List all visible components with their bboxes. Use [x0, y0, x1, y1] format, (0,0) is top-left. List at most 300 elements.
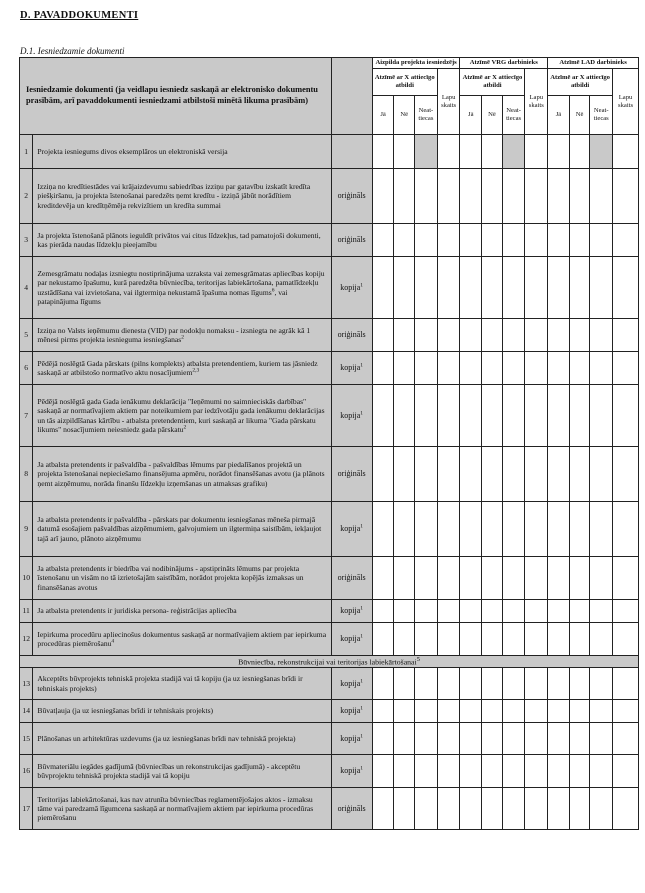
- cell-neattiecas-applicant[interactable]: [415, 668, 438, 700]
- col-ne-applicant: Nē: [394, 96, 415, 135]
- section-divider: Būvniecība, rekonstrukcijai vai teritorijas labiekārtošanai$^5$: [20, 656, 639, 668]
- cell-neattiecas-applicant[interactable]: [415, 788, 438, 830]
- cell-neattiecas-vrg[interactable]: [502, 385, 525, 447]
- cell-neattiecas-lad[interactable]: [590, 623, 613, 656]
- subsection-title: D.1. Iesniedzamie dokumenti: [20, 46, 125, 56]
- row-description-footnote: 2,3: [192, 367, 200, 374]
- table-row: [20, 668, 639, 700]
- table-row: [20, 557, 639, 600]
- cell-pages-lad[interactable]: [613, 788, 639, 830]
- cell-pages-vrg[interactable]: [525, 257, 548, 319]
- col-neattiecas-applicant: Neat-tiecas: [415, 96, 438, 135]
- cell-pages-applicant[interactable]: [437, 135, 460, 169]
- cell-ja-lad[interactable]: [548, 755, 570, 788]
- cell-ne-lad[interactable]: [569, 257, 590, 319]
- cell-ja-lad[interactable]: [548, 224, 570, 257]
- row-number: 12: [20, 623, 33, 656]
- row-document-type: kopija$^1$: [331, 755, 372, 788]
- cell-neattiecas-lad[interactable]: [590, 257, 613, 319]
- cell-pages-lad[interactable]: [613, 502, 639, 557]
- cell-neattiecas-applicant[interactable]: [415, 700, 438, 723]
- cell-pages-applicant[interactable]: [437, 385, 460, 447]
- table-row: [20, 623, 639, 656]
- row-document-type: [331, 135, 372, 169]
- cell-neattiecas-applicant[interactable]: [415, 224, 438, 257]
- cell-ne-lad[interactable]: [569, 668, 590, 700]
- cell-ne-applicant[interactable]: [394, 668, 415, 700]
- cell-ja-lad[interactable]: [548, 352, 570, 385]
- row-number: 2: [20, 169, 33, 224]
- cell-neattiecas-vrg[interactable]: [502, 319, 525, 352]
- row-document-type: oriģināls: [331, 447, 372, 502]
- cell-ja-vrg[interactable]: [460, 723, 482, 755]
- cell-ja-applicant[interactable]: [372, 257, 394, 319]
- table-row: [20, 135, 639, 169]
- cell-pages-vrg[interactable]: [525, 600, 548, 623]
- cell-ne-applicant[interactable]: [394, 557, 415, 600]
- cell-neattiecas-applicant[interactable]: [415, 623, 438, 656]
- cell-pages-applicant[interactable]: [437, 502, 460, 557]
- cell-ne-applicant[interactable]: [394, 319, 415, 352]
- cell-ja-applicant[interactable]: [372, 319, 394, 352]
- main-header: Iesniedzamie dokumenti (ja veidlapu iesniedz saskaņā ar elektronisko dokumentu prasībām, arī pavaddokumenti iesniedzami atbilstoši minētā likuma prasībām): [20, 58, 332, 135]
- cell-ne-vrg[interactable]: [482, 319, 503, 352]
- section-divider-row: [20, 656, 639, 668]
- cell-ne-applicant[interactable]: [394, 723, 415, 755]
- cell-pages-vrg[interactable]: [525, 623, 548, 656]
- cell-ja-vrg[interactable]: [460, 557, 482, 600]
- section-divider-footnote: 5: [416, 656, 420, 664]
- cell-neattiecas-applicant[interactable]: [415, 319, 438, 352]
- row-type-footnote: 1: [360, 633, 364, 640]
- cell-ja-applicant[interactable]: [372, 385, 394, 447]
- group-lad-pages-header: Lapu skaits: [613, 69, 639, 135]
- cell-pages-lad[interactable]: [613, 600, 639, 623]
- cell-pages-vrg[interactable]: [525, 557, 548, 600]
- cell-neattiecas-vrg[interactable]: [502, 557, 525, 600]
- group-applicant-pages-header: Lapu skaits: [437, 69, 460, 135]
- col-ja-vrg: Jā: [460, 96, 482, 135]
- cell-pages-lad[interactable]: [613, 257, 639, 319]
- table-row: [20, 257, 639, 319]
- cell-neattiecas-lad[interactable]: [590, 723, 613, 755]
- cell-neattiecas-applicant[interactable]: [415, 502, 438, 557]
- cell-ja-vrg[interactable]: [460, 755, 482, 788]
- cell-ja-applicant[interactable]: [372, 224, 394, 257]
- cell-ne-lad[interactable]: [569, 352, 590, 385]
- row-number: 3: [20, 224, 33, 257]
- row-document-type: oriģināls: [331, 224, 372, 257]
- cell-neattiecas-lad[interactable]: [590, 447, 613, 502]
- cell-pages-lad[interactable]: [613, 135, 639, 169]
- cell-neattiecas-lad[interactable]: [590, 788, 613, 830]
- cell-ja-vrg[interactable]: [460, 169, 482, 224]
- cell-ja-lad[interactable]: [548, 169, 570, 224]
- cell-neattiecas-lad[interactable]: [590, 352, 613, 385]
- cell-pages-vrg[interactable]: [525, 224, 548, 257]
- cell-neattiecas-vrg[interactable]: [502, 169, 525, 224]
- cell-neattiecas-lad[interactable]: [590, 169, 613, 224]
- cell-ne-vrg[interactable]: [482, 352, 503, 385]
- cell-ne-vrg[interactable]: [482, 700, 503, 723]
- cell-pages-vrg[interactable]: [525, 385, 548, 447]
- group-vrg-label: Atzīmē VRG darbinieks: [460, 58, 548, 69]
- cell-neattiecas-applicant[interactable]: [415, 447, 438, 502]
- row-type-footnote: 1: [360, 733, 364, 740]
- cell-ne-applicant[interactable]: [394, 135, 415, 169]
- cell-neattiecas-vrg[interactable]: [502, 723, 525, 755]
- cell-neattiecas-applicant[interactable]: [415, 385, 438, 447]
- cell-ne-lad[interactable]: [569, 447, 590, 502]
- cell-ja-lad[interactable]: [548, 135, 570, 169]
- col-ja-lad: Jā: [548, 96, 570, 135]
- cell-pages-vrg[interactable]: [525, 319, 548, 352]
- cell-ne-vrg[interactable]: [482, 557, 503, 600]
- cell-ja-lad[interactable]: [548, 723, 570, 755]
- row-description: Projekta iesniegums divos eksemplāros un elektroniskā versija: [33, 135, 331, 169]
- cell-pages-lad[interactable]: [613, 557, 639, 600]
- cell-ne-vrg[interactable]: [482, 623, 503, 656]
- cell-neattiecas-vrg[interactable]: [502, 700, 525, 723]
- cell-ne-lad[interactable]: [569, 319, 590, 352]
- cell-ja-applicant[interactable]: [372, 557, 394, 600]
- row-description: Izziņa no kredītiestādes vai krājaizdevumu sabiedrības izziņu par gatavību izskatīt kredīta piešķiršanu, ja projekta īstenošanai paredzēts ņemt kredītu - izziņā jābūt norādītiem kreditdevēja un kredītņēmēja rekvizītiem un kredīta summai: [33, 169, 331, 224]
- cell-neattiecas-applicant[interactable]: [415, 169, 438, 224]
- cell-pages-applicant[interactable]: [437, 557, 460, 600]
- cell-neattiecas-applicant[interactable]: [415, 257, 438, 319]
- cell-ne-applicant[interactable]: [394, 502, 415, 557]
- cell-pages-applicant[interactable]: [437, 352, 460, 385]
- cell-pages-applicant[interactable]: [437, 723, 460, 755]
- cell-ne-vrg[interactable]: [482, 224, 503, 257]
- row-type-footnote: 1: [360, 605, 364, 612]
- table-row: [20, 755, 639, 788]
- table-row: [20, 224, 639, 257]
- cell-neattiecas-vrg[interactable]: [502, 788, 525, 830]
- row-type-footnote: 1: [360, 765, 364, 772]
- group-lad-subheader: Atzīmē ar X attiecīgo atbildi: [548, 69, 613, 96]
- cell-ne-applicant[interactable]: [394, 169, 415, 224]
- table-row: [20, 502, 639, 557]
- row-number: 6: [20, 352, 33, 385]
- cell-neattiecas-applicant[interactable]: [415, 755, 438, 788]
- group-lad-label: Atzīmē LAD darbinieks: [548, 58, 639, 69]
- row-description-footnote: 2: [181, 334, 184, 341]
- row-document-type: kopija$^1$: [331, 723, 372, 755]
- cell-ne-vrg[interactable]: [482, 385, 503, 447]
- cell-pages-vrg[interactable]: [525, 502, 548, 557]
- cell-ne-applicant[interactable]: [394, 788, 415, 830]
- row-description-footnote: 2: [183, 424, 187, 431]
- cell-neattiecas-lad[interactable]: [590, 319, 613, 352]
- cell-ja-lad[interactable]: [548, 319, 570, 352]
- cell-pages-applicant[interactable]: [437, 224, 460, 257]
- table-row: [20, 700, 639, 723]
- row-description: Ja atbalsta pretendents ir pašvaldība - pārskats par dokumentu iesniegšanas mēneša pirmajā datumā esošajiem pašvaldības aizņēmumiem, galvojumiem un ilgtermiņa saistībām, iekļaujot tajā arī jauno, plānoto aizņēmumu: [33, 502, 331, 557]
- row-description-footnote: 4: [111, 638, 115, 645]
- row-number: 14: [20, 700, 33, 723]
- cell-ja-applicant[interactable]: [372, 447, 394, 502]
- cell-ja-applicant[interactable]: [372, 169, 394, 224]
- cell-neattiecas-vrg[interactable]: [502, 447, 525, 502]
- row-number: 11: [20, 600, 33, 623]
- row-document-type: kopija$^1$: [331, 385, 372, 447]
- table-header: [20, 58, 639, 135]
- cell-ja-applicant[interactable]: [372, 755, 394, 788]
- row-number: 1: [20, 135, 33, 169]
- cell-ja-applicant[interactable]: [372, 788, 394, 830]
- cell-ja-applicant[interactable]: [372, 623, 394, 656]
- table-row: [20, 447, 639, 502]
- cell-ja-vrg[interactable]: [460, 257, 482, 319]
- row-description: Būvmateriālu iegādes gadījumā (būvniecības un rekonstrukcijas gadījumā) - akceptētu būvprojektu tehniskā projekta stadijā vai tā kopiju: [33, 755, 331, 788]
- group-vrg-subheader: Atzīmē ar X attiecīgo atbildi: [460, 69, 525, 96]
- cell-pages-vrg[interactable]: [525, 755, 548, 788]
- cell-pages-vrg[interactable]: [525, 352, 548, 385]
- cell-pages-lad[interactable]: [613, 700, 639, 723]
- row-description: Ja atbalsta pretendents ir juridiska persona- reģistrācijas apliecība: [33, 600, 331, 623]
- row-description: Zemesgrāmatu nodaļas izsniegtu nostiprinājuma uzraksta vai zemesgrāmatas apliecības kopiju par nekustamo īpašumu, kurā paredzēta būvniecība, teritorijas labiekārtošana, pamatlīdzekļu uzstādīšana vai izvietošana, vai ilgtermiņa nekustamā īpašuma nomas līgums$^6$, vai patapinājuma līgums: [33, 257, 331, 319]
- row-number: 8: [20, 447, 33, 502]
- row-document-type: oriģināls: [331, 319, 372, 352]
- cell-ne-applicant[interactable]: [394, 352, 415, 385]
- group-applicant-subheader: Atzīmē ar X attiecīgo atbildi: [372, 69, 437, 96]
- table-row: [20, 788, 639, 830]
- cell-neattiecas-lad[interactable]: [590, 700, 613, 723]
- cell-ja-lad[interactable]: [548, 447, 570, 502]
- cell-ne-applicant[interactable]: [394, 600, 415, 623]
- table-row: [20, 385, 639, 447]
- cell-ja-vrg[interactable]: [460, 352, 482, 385]
- cell-pages-lad[interactable]: [613, 623, 639, 656]
- cell-neattiecas-vrg[interactable]: [502, 352, 525, 385]
- cell-ja-vrg[interactable]: [460, 447, 482, 502]
- cell-pages-vrg[interactable]: [525, 447, 548, 502]
- cell-ja-vrg[interactable]: [460, 502, 482, 557]
- documents-table: [19, 57, 639, 830]
- cell-ne-applicant[interactable]: [394, 700, 415, 723]
- cell-pages-lad[interactable]: [613, 352, 639, 385]
- cell-ne-lad[interactable]: [569, 169, 590, 224]
- cell-ja-applicant[interactable]: [372, 352, 394, 385]
- cell-ne-lad[interactable]: [569, 135, 590, 169]
- cell-ne-lad[interactable]: [569, 788, 590, 830]
- cell-ne-vrg[interactable]: [482, 257, 503, 319]
- row-document-type: kopija$^1$: [331, 502, 372, 557]
- cell-ne-vrg[interactable]: [482, 502, 503, 557]
- cell-neattiecas-applicant[interactable]: [415, 723, 438, 755]
- cell-ja-lad[interactable]: [548, 700, 570, 723]
- cell-pages-applicant[interactable]: [437, 788, 460, 830]
- cell-neattiecas-lad[interactable]: [590, 600, 613, 623]
- cell-ja-vrg[interactable]: [460, 319, 482, 352]
- cell-pages-vrg[interactable]: [525, 668, 548, 700]
- cell-neattiecas-lad[interactable]: [590, 385, 613, 447]
- row-description: Akceptēts būvprojekts tehniskā projekta stadijā vai tā kopiju (ja uz iesniegšanas brīdi ir tehniskais projekts): [33, 668, 331, 700]
- cell-pages-lad[interactable]: [613, 755, 639, 788]
- cell-ne-vrg[interactable]: [482, 447, 503, 502]
- row-type-footnote: 1: [360, 678, 364, 685]
- row-document-type: kopija$^1$: [331, 352, 372, 385]
- row-description: Pēdējā noslēgtā gada Gada ienākumu deklarācija "Ieņēmumi no saimnieciskās darbības" saskaņā ar normatīvajiem aktiem par noteikumiem par iedzīvotāju gada ienākumu deklarācijas un tās aizpildīšanas kārtību - atbalsta pretendentiem, kuri saskaņā ar likuma "Gada pārskatu likums" nosacījumiem neiesniedz gada pārskatu$^2$: [33, 385, 331, 447]
- cell-neattiecas-vrg: [502, 135, 525, 169]
- row-type-footnote: 1: [360, 410, 364, 417]
- row-type-footnote: 1: [360, 282, 364, 289]
- row-description: Būvatļauja (ja uz iesniegšanas brīdi ir tehniskais projekts): [33, 700, 331, 723]
- row-document-type: oriģināls: [331, 557, 372, 600]
- cell-pages-applicant[interactable]: [437, 668, 460, 700]
- cell-ne-vrg[interactable]: [482, 788, 503, 830]
- cell-neattiecas-applicant[interactable]: [415, 352, 438, 385]
- col-ne-lad: Nē: [569, 96, 590, 135]
- row-document-type: kopija$^1$: [331, 600, 372, 623]
- row-type-footnote: 1: [360, 523, 364, 530]
- cell-pages-lad[interactable]: [613, 169, 639, 224]
- cell-ne-lad[interactable]: [569, 623, 590, 656]
- cell-pages-applicant[interactable]: [437, 447, 460, 502]
- cell-ne-applicant[interactable]: [394, 385, 415, 447]
- cell-pages-applicant[interactable]: [437, 700, 460, 723]
- cell-ja-lad[interactable]: [548, 600, 570, 623]
- col-neattiecas-vrg: Neat-tiecas: [502, 96, 525, 135]
- cell-ne-applicant[interactable]: [394, 623, 415, 656]
- cell-neattiecas-applicant[interactable]: [415, 600, 438, 623]
- row-number: 16: [20, 755, 33, 788]
- cell-neattiecas-vrg[interactable]: [502, 668, 525, 700]
- row-description: Izziņa no Valsts ieņēmumu dienesta (VID) par nodokļu nomaksu - izsniegta ne agrāk kā 1 mēnesi pirms projekta iesnieguma iesniegšanas$^2$: [33, 319, 331, 352]
- table-body: [20, 135, 639, 830]
- cell-pages-vrg[interactable]: [525, 135, 548, 169]
- cell-ja-vrg[interactable]: [460, 600, 482, 623]
- table-row: [20, 723, 639, 755]
- cell-pages-applicant[interactable]: [437, 319, 460, 352]
- table-row: [20, 352, 639, 385]
- row-document-type: oriģināls: [331, 788, 372, 830]
- cell-ja-vrg[interactable]: [460, 385, 482, 447]
- row-description: Iepirkuma procedūru apliecinošus dokumentus saskaņā ar normatīvajiem aktiem par iepirkuma procedūras piemērošanu$^4$: [33, 623, 331, 656]
- row-number: 17: [20, 788, 33, 830]
- cell-ja-applicant[interactable]: [372, 600, 394, 623]
- cell-pages-vrg[interactable]: [525, 788, 548, 830]
- cell-neattiecas-vrg[interactable]: [502, 600, 525, 623]
- cell-pages-lad[interactable]: [613, 224, 639, 257]
- cell-neattiecas-lad[interactable]: [590, 668, 613, 700]
- row-description: Ja projekta īstenošanā plānots ieguldīt privātos vai citus līdzekļus, tad pamatojoši dokumenti, kas pierāda naudas līdzekļu pieejamību: [33, 224, 331, 257]
- cell-neattiecas-vrg[interactable]: [502, 257, 525, 319]
- cell-neattiecas-lad[interactable]: [590, 755, 613, 788]
- row-number: 13: [20, 668, 33, 700]
- cell-ne-lad[interactable]: [569, 557, 590, 600]
- cell-ja-lad[interactable]: [548, 557, 570, 600]
- cell-ne-vrg[interactable]: [482, 600, 503, 623]
- cell-ja-lad[interactable]: [548, 668, 570, 700]
- cell-ne-vrg[interactable]: [482, 169, 503, 224]
- cell-pages-applicant[interactable]: [437, 257, 460, 319]
- cell-ne-lad[interactable]: [569, 385, 590, 447]
- cell-pages-applicant[interactable]: [437, 623, 460, 656]
- cell-pages-applicant[interactable]: [437, 755, 460, 788]
- cell-pages-lad[interactable]: [613, 319, 639, 352]
- group-applicant-label: Aizpilda projekta iesniedzējs: [372, 58, 460, 69]
- row-number: 4: [20, 257, 33, 319]
- row-document-type: oriģināls: [331, 169, 372, 224]
- cell-ja-applicant[interactable]: [372, 700, 394, 723]
- cell-ja-lad[interactable]: [548, 502, 570, 557]
- cell-neattiecas-applicant[interactable]: [415, 557, 438, 600]
- cell-ja-applicant[interactable]: [372, 502, 394, 557]
- cell-ja-lad[interactable]: [548, 623, 570, 656]
- cell-ne-lad[interactable]: [569, 723, 590, 755]
- row-document-type: kopija$^1$: [331, 700, 372, 723]
- section-title: D. PAVADDOKUMENTI: [20, 10, 139, 21]
- cell-neattiecas-vrg[interactable]: [502, 502, 525, 557]
- cell-neattiecas-vrg[interactable]: [502, 224, 525, 257]
- cell-neattiecas-lad[interactable]: [590, 224, 613, 257]
- cell-ja-vrg[interactable]: [460, 788, 482, 830]
- table-row: [20, 319, 639, 352]
- cell-ne-vrg[interactable]: [482, 755, 503, 788]
- row-description: Ja atbalsta pretendents ir biedrība vai nodibinājums - apstiprināts lēmums par projekta īstenošanu un visām no tā izrietošajām saistībām, norādot projekta kopējās izmaksas un finansēšanas avotus: [33, 557, 331, 600]
- cell-pages-vrg[interactable]: [525, 169, 548, 224]
- row-number: 10: [20, 557, 33, 600]
- cell-ne-vrg[interactable]: [482, 668, 503, 700]
- cell-pages-lad[interactable]: [613, 385, 639, 447]
- cell-ne-lad[interactable]: [569, 600, 590, 623]
- cell-ja-vrg[interactable]: [460, 135, 482, 169]
- cell-ne-applicant[interactable]: [394, 257, 415, 319]
- table-row: [20, 600, 639, 623]
- table-row: [20, 169, 639, 224]
- cell-ja-vrg[interactable]: [460, 700, 482, 723]
- cell-ja-vrg[interactable]: [460, 623, 482, 656]
- cell-ja-lad[interactable]: [548, 257, 570, 319]
- cell-pages-lad[interactable]: [613, 668, 639, 700]
- cell-ja-applicant[interactable]: [372, 135, 394, 169]
- cell-ja-applicant[interactable]: [372, 668, 394, 700]
- cell-ne-lad[interactable]: [569, 700, 590, 723]
- cell-ne-applicant[interactable]: [394, 755, 415, 788]
- cell-ne-lad[interactable]: [569, 755, 590, 788]
- cell-neattiecas-lad[interactable]: [590, 557, 613, 600]
- cell-ja-lad[interactable]: [548, 385, 570, 447]
- cell-ja-applicant[interactable]: [372, 723, 394, 755]
- cell-ne-vrg[interactable]: [482, 723, 503, 755]
- cell-pages-vrg[interactable]: [525, 700, 548, 723]
- cell-ja-lad[interactable]: [548, 788, 570, 830]
- cell-neattiecas-vrg[interactable]: [502, 623, 525, 656]
- row-description: Ja atbalsta pretendents ir pašvaldība - pašvaldības lēmums par piedalīšanos projektā un projekta īstenošanai nepieciešamo finansējuma apmēru, norādot finansēšanas avotu (ja plānots ņemt aizņēmumu, norāda finanšu līdzekļu izņemšanas un atmaksas grafiku): [33, 447, 331, 502]
- row-type-footnote: 1: [360, 362, 364, 369]
- row-number: 7: [20, 385, 33, 447]
- row-description: Plānošanas un arhitektūras uzdevums (ja uz iesniegšanas brīdi nav tehniskā projekta): [33, 723, 331, 755]
- cell-pages-applicant[interactable]: [437, 600, 460, 623]
- cell-ne-applicant[interactable]: [394, 447, 415, 502]
- cell-neattiecas-lad[interactable]: [590, 502, 613, 557]
- cell-neattiecas-vrg[interactable]: [502, 755, 525, 788]
- col-ja-applicant: Jā: [372, 96, 394, 135]
- cell-pages-vrg[interactable]: [525, 723, 548, 755]
- cell-ne-applicant[interactable]: [394, 224, 415, 257]
- cell-pages-applicant[interactable]: [437, 169, 460, 224]
- cell-ne-vrg[interactable]: [482, 135, 503, 169]
- cell-pages-lad[interactable]: [613, 447, 639, 502]
- cell-ne-lad[interactable]: [569, 502, 590, 557]
- row-number: 9: [20, 502, 33, 557]
- cell-ja-vrg[interactable]: [460, 224, 482, 257]
- cell-ne-lad[interactable]: [569, 224, 590, 257]
- cell-pages-lad[interactable]: [613, 723, 639, 755]
- cell-ja-vrg[interactable]: [460, 668, 482, 700]
